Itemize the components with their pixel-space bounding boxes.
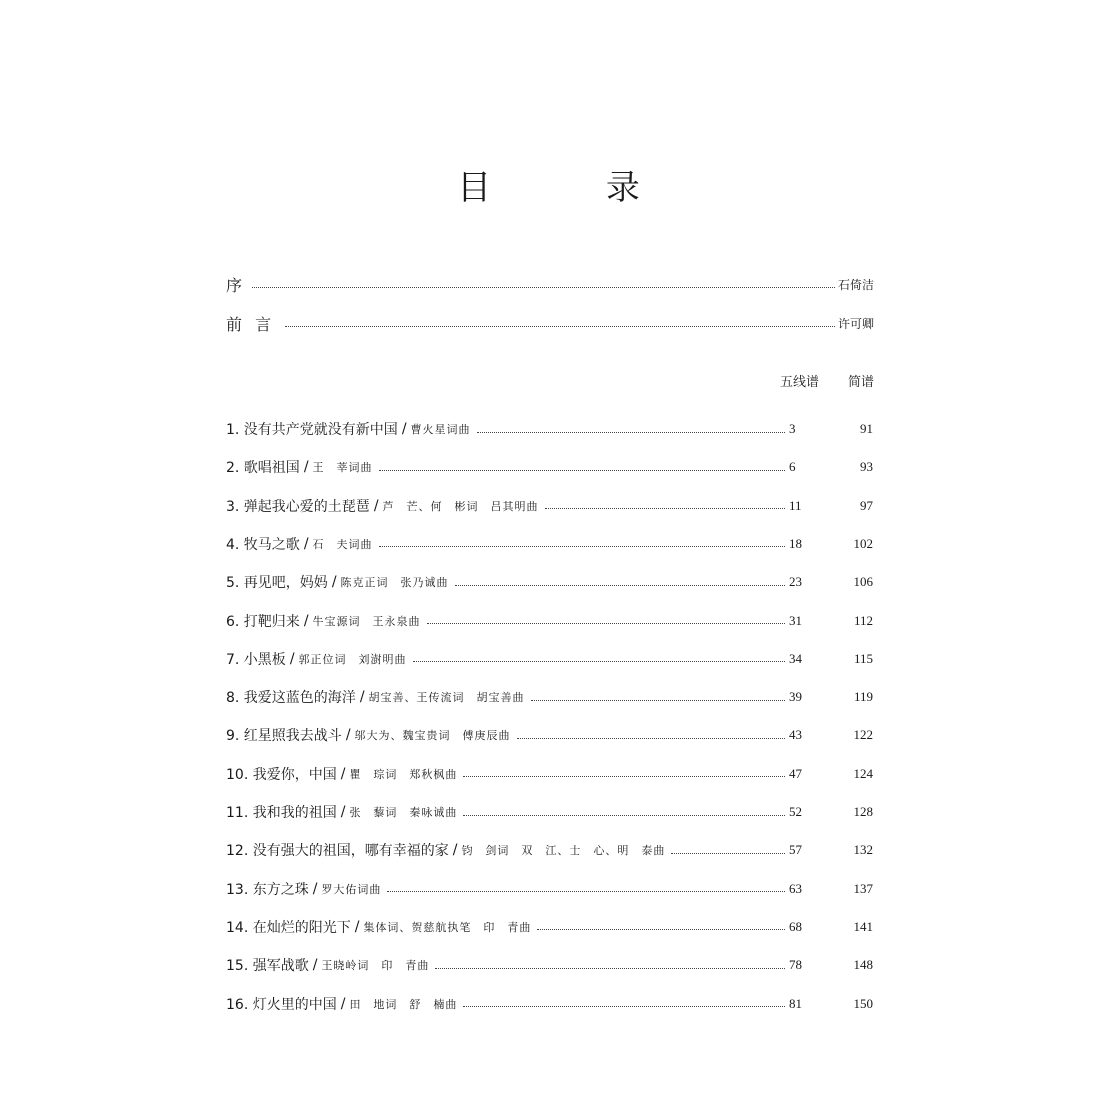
toc-entry[interactable]	[226, 647, 881, 671]
jianpu-page-number: 106	[853, 574, 873, 590]
dot-leader	[252, 287, 835, 288]
song-credit: 集体词、贺慈航执笔 印 青曲	[363, 920, 532, 934]
jianpu-page-number: 112	[853, 612, 873, 628]
staff-page-number: 11	[789, 497, 802, 513]
toc-entry[interactable]	[226, 838, 881, 862]
slash-separator: /	[331, 574, 337, 591]
jianpu-page-number: 93	[860, 459, 873, 475]
toc-entry[interactable]	[226, 532, 881, 556]
dot-leader	[285, 326, 835, 327]
slash-separator: /	[340, 995, 346, 1012]
song-title: 8. 我爱这蓝色的海洋	[226, 690, 356, 707]
slash-separator: /	[303, 459, 309, 476]
jianpu-page-number: 119	[853, 689, 873, 705]
staff-page-number: 34	[789, 650, 802, 666]
jianpu-page-number: 102	[853, 535, 873, 551]
song-credit: 瞿 琮词 郑秋枫曲	[349, 767, 458, 781]
dot-leader	[463, 776, 785, 777]
staff-page-number: 39	[789, 689, 802, 705]
song-credit: 石 夫词曲	[312, 537, 373, 551]
dot-leader	[477, 432, 785, 433]
jianpu-page-number: 132	[853, 842, 873, 858]
jianpu-page-number: 148	[853, 957, 873, 973]
song-title: 7. 小黑板	[226, 651, 286, 668]
slash-separator: /	[312, 880, 318, 897]
slash-separator: /	[340, 765, 346, 782]
slash-separator: /	[312, 957, 318, 974]
staff-page-number: 18	[789, 535, 802, 551]
song-title: 4. 牧马之歌	[226, 536, 300, 553]
song-credit: 郭正位词 刘澍明曲	[298, 652, 407, 666]
staff-page-number: 57	[789, 842, 802, 858]
dot-leader	[413, 661, 785, 662]
slash-separator: /	[354, 918, 360, 935]
song-title: 13. 东方之珠	[226, 881, 309, 898]
toc-entry[interactable]	[226, 570, 881, 594]
slash-separator: /	[359, 689, 365, 706]
dot-leader	[463, 1006, 785, 1007]
slash-separator: /	[452, 842, 458, 859]
dot-leader	[379, 546, 785, 547]
dot-leader	[427, 623, 785, 624]
toc-entry[interactable]	[226, 723, 881, 747]
staff-page-number: 78	[789, 957, 802, 973]
jianpu-page-number: 122	[853, 727, 873, 743]
slash-separator: /	[340, 804, 346, 820]
staff-page-number: 63	[789, 880, 802, 896]
song-title: 14. 在灿烂的阳光下	[226, 919, 351, 936]
song-credit: 牛宝源词 王永泉曲	[312, 614, 421, 628]
front-matter-label: 前 言	[226, 314, 276, 334]
staff-page-number: 47	[789, 765, 802, 781]
song-title: 15. 强军战歌	[226, 958, 309, 975]
front-matter-author: 石倚洁	[837, 277, 874, 292]
jianpu-page-number: 141	[853, 918, 873, 934]
staff-page-number: 81	[789, 995, 802, 1011]
slash-separator: /	[373, 497, 379, 514]
song-credit: 陈克正词 张乃诚曲	[340, 576, 449, 590]
toc-entry[interactable]	[226, 800, 881, 824]
staff-page-number: 68	[789, 918, 802, 934]
song-title: 10. 我爱你，中国	[226, 766, 337, 783]
song-title: 11. 我和我的祖国	[226, 805, 337, 821]
toc-entry[interactable]	[226, 915, 881, 939]
toc-entry[interactable]	[226, 685, 881, 709]
toc-entry[interactable]	[226, 417, 881, 441]
dot-leader	[531, 700, 785, 701]
slash-separator: /	[303, 535, 309, 552]
page-title: 目 录	[457, 168, 692, 208]
song-title: 2. 歌唱祖国	[226, 460, 300, 477]
dot-leader	[435, 968, 785, 969]
toc-entry[interactable]	[226, 455, 881, 479]
dot-leader	[671, 853, 785, 854]
jianpu-page-number: 115	[853, 650, 873, 666]
jianpu-page-number: 91	[860, 421, 873, 436]
jianpu-page-number: 137	[853, 880, 873, 896]
song-credit: 罗大佑词曲	[321, 882, 382, 896]
jianpu-page-number: 124	[853, 765, 873, 781]
jianpu-page-number: 150	[853, 995, 873, 1011]
dot-leader	[387, 891, 785, 892]
staff-page-number: 31	[789, 612, 802, 628]
staff-page-number: 6	[789, 459, 796, 475]
song-title: 16. 灯火里的中国	[226, 996, 337, 1013]
column-header-staff: 五线谱	[780, 375, 820, 390]
slash-separator: /	[401, 421, 407, 437]
staff-page-number: 43	[789, 727, 802, 743]
slash-separator: /	[303, 612, 309, 629]
song-title: 9. 红星照我去战斗	[226, 728, 342, 745]
slash-separator: /	[289, 650, 295, 667]
dot-leader	[379, 470, 785, 471]
dot-leader	[455, 585, 785, 586]
jianpu-page-number: 97	[860, 497, 873, 513]
toc-entry[interactable]	[226, 609, 881, 633]
song-credit: 钧 剑词 双 江、士 心、明 泰曲	[461, 844, 666, 858]
jianpu-page-number: 128	[853, 804, 873, 819]
front-matter-preface[interactable]	[226, 272, 874, 296]
song-title: 3. 弹起我心爱的土琵琶	[226, 498, 370, 515]
staff-page-number: 23	[789, 574, 802, 590]
slash-separator: /	[345, 727, 351, 744]
song-title: 5. 再见吧，妈妈	[226, 575, 328, 592]
song-credit: 芦 芒、何 彬词 吕其明曲	[382, 499, 539, 513]
toc-entry[interactable]	[226, 877, 881, 901]
song-credit: 胡宝善、王传流词 胡宝善曲	[368, 691, 525, 705]
front-matter-label: 序	[226, 275, 243, 295]
dot-leader	[517, 738, 785, 739]
dot-leader	[537, 929, 785, 930]
song-credit: 张 藜词 秦咏诚曲	[349, 806, 458, 819]
front-matter-author: 许可卿	[837, 316, 874, 331]
song-credit: 曹火星词曲	[410, 423, 471, 436]
dot-leader	[463, 815, 785, 816]
column-header-jianpu: 简谱	[848, 375, 875, 390]
song-credit: 田 地词 舒 楠曲	[349, 997, 458, 1011]
staff-page-number: 52	[789, 804, 802, 819]
song-credit: 王晓岭词 印 青曲	[321, 959, 430, 973]
toc-entry[interactable]	[226, 992, 881, 1016]
toc-entry[interactable]	[226, 494, 881, 518]
song-title: 6. 打靶归来	[226, 613, 300, 630]
song-title: 1. 没有共产党就没有新中国	[226, 422, 398, 438]
toc-entry[interactable]	[226, 953, 881, 977]
dot-leader	[545, 508, 785, 509]
front-matter-foreword[interactable]	[226, 311, 874, 335]
song-title: 12. 没有强大的祖国，哪有幸福的家	[226, 843, 449, 860]
song-credit: 王 莘词曲	[312, 461, 373, 475]
song-credit: 邬大为、魏宝贵词 傅庚辰曲	[354, 729, 511, 743]
toc-entry[interactable]	[226, 762, 881, 786]
staff-page-number: 3	[789, 421, 796, 436]
